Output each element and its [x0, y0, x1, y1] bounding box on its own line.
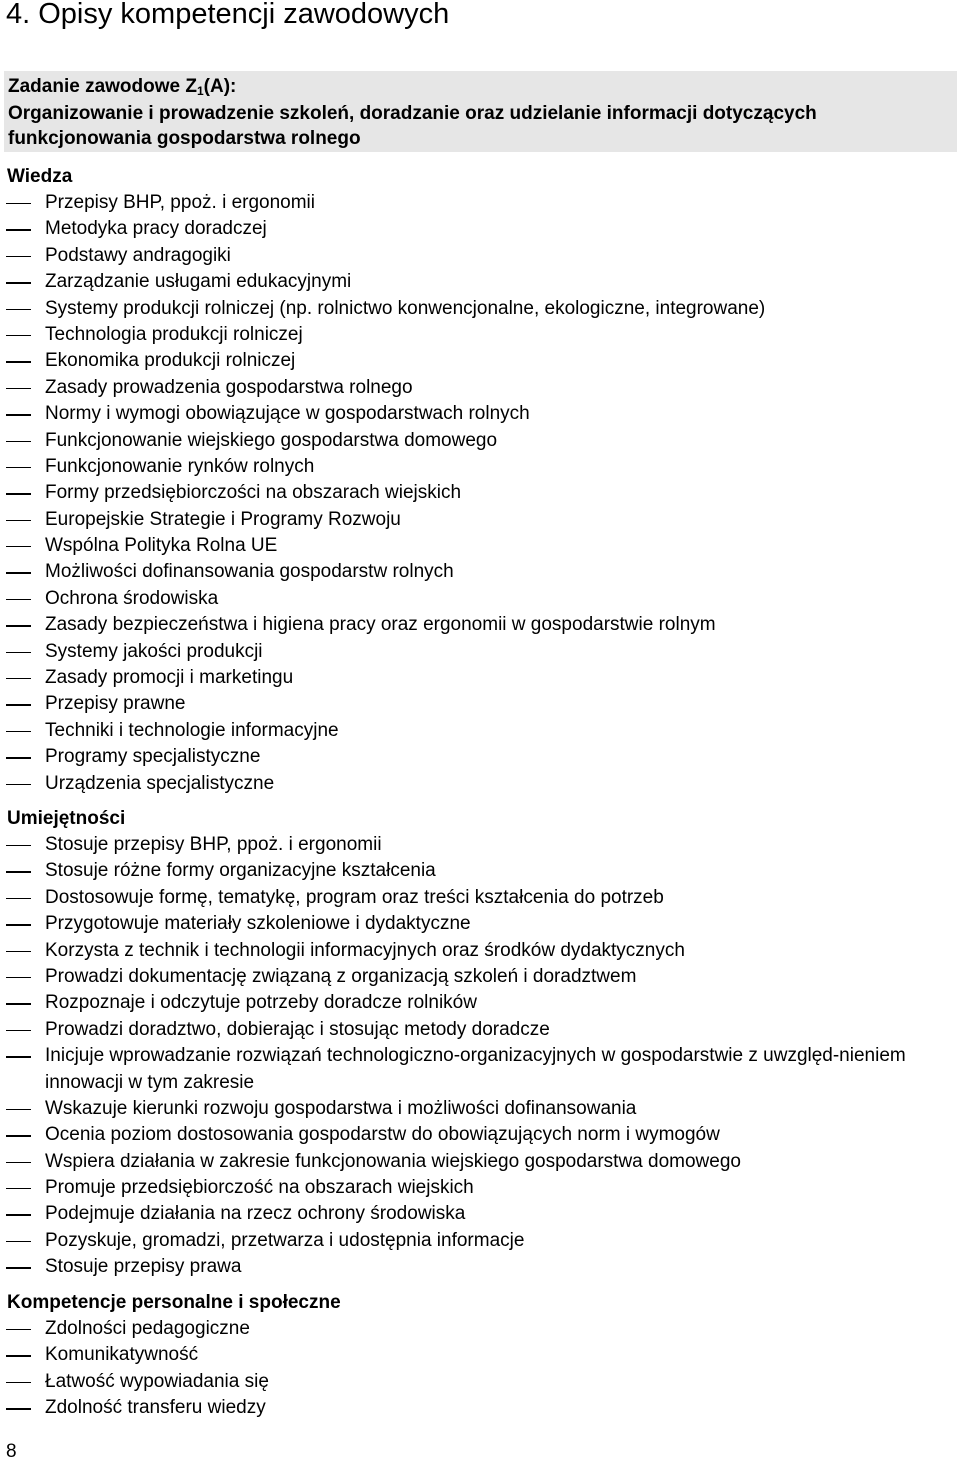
list-item-text: Zasady bezpieczeństwa i higiena pracy oraz ergonomii w gospodarstwie rolnym: [45, 614, 716, 636]
dash-bullet: [6, 977, 31, 978]
dash-bullet: [6, 361, 31, 362]
dash-bullet: [6, 1241, 31, 1242]
dash-bullet: [6, 652, 31, 653]
list-item-text: Europejskie Strategie i Programy Rozwoju: [45, 508, 401, 530]
list-item-text: Stosuje przepisy BHP, ppoż. i ergonomii: [45, 834, 382, 855]
list-item: [0, 508, 960, 534]
list-item-text: Promuje przedsiębiorczość na obszarach wiejskich: [45, 1177, 474, 1199]
dash-bullet: [6, 625, 31, 626]
list-item-text: Przepisy prawne: [45, 693, 186, 715]
list-item: [0, 429, 960, 455]
list-item: [0, 965, 960, 991]
list-item: [0, 745, 960, 771]
dash-bullet: [6, 784, 31, 785]
list-item: [0, 455, 960, 481]
list-item: [0, 719, 960, 745]
list-item-text: Stosuje przepisy prawa: [45, 1256, 242, 1278]
list-item: [0, 640, 960, 666]
list-item: [0, 1123, 960, 1149]
list-item-text: Łatwość wypowiadania się: [45, 1370, 269, 1392]
knowledge-list: [0, 191, 960, 798]
task-label-suffix: (A):: [203, 76, 237, 97]
dash-bullet: [6, 1355, 31, 1356]
list-item-text: Technologia produkcji rolniczej: [45, 323, 303, 345]
list-item: [0, 859, 960, 885]
list-item-text: Formy przedsiębiorczości na obszarach wiejskich: [45, 482, 462, 504]
list-item-text: Normy i wymogi obowiązujące w gospodarstwach rolnych: [45, 403, 530, 425]
list-item: [0, 1044, 960, 1097]
list-item-text: Stosuje różne formy organizacyjne kształcenia: [45, 860, 436, 882]
list-item: [0, 402, 960, 428]
dash-bullet: [6, 414, 31, 415]
list-item-text: Zdolność transferu wiedzy: [45, 1397, 266, 1419]
list-item: [0, 376, 960, 402]
list-item-text: Przepisy BHP, ppoż. i ergonomii: [45, 192, 315, 213]
list-item: [0, 1343, 960, 1369]
list-item: [0, 587, 960, 613]
task-box: [4, 71, 957, 152]
list-item: [0, 613, 960, 639]
dash-bullet: [6, 1109, 31, 1110]
list-item-text: Zdolności pedagogiczne: [45, 1318, 250, 1339]
dash-bullet: [6, 1188, 31, 1189]
dash-bullet: [6, 1408, 31, 1409]
list-item-text: Wspiera działania w zakresie funkcjonowania wiejskiego gospodarstwa domowego: [45, 1150, 741, 1172]
list-item-text: Wspólna Polityka Rolna UE: [45, 535, 278, 557]
skills-heading: Umiejętności: [7, 808, 126, 829]
list-item: [0, 1018, 960, 1044]
dash-bullet: [6, 467, 31, 468]
list-item-text: Urządzenia specjalistyczne: [45, 772, 275, 794]
list-item-text: Funkcjonowanie rynków rolnych: [45, 455, 315, 477]
list-item-text: Systemy jakości produkcji: [45, 640, 263, 662]
list-item: [0, 1229, 960, 1255]
dash-bullet: [6, 546, 31, 547]
dash-bullet: [6, 678, 31, 679]
list-item: [0, 1255, 960, 1281]
dash-bullet: [6, 599, 31, 600]
list-item: [0, 481, 960, 507]
list-item: [0, 1370, 960, 1396]
list-item-text: Zasady prowadzenia gospodarstwa rolnego: [45, 376, 413, 398]
list-item-text: Podejmuje działania na rzecz ochrony środowiska: [45, 1203, 466, 1225]
list-item-text: Podstawy andragogiki: [45, 244, 231, 266]
list-item: [0, 1317, 960, 1343]
list-item: [0, 939, 960, 965]
dash-bullet: [6, 1267, 31, 1268]
list-item: [0, 692, 960, 718]
knowledge-heading: Wiedza: [7, 166, 73, 187]
list-item-text: Wskazuje kierunki rozwoju gospodarstwa i możliwości dofinansowania: [45, 1097, 637, 1119]
list-item-text: Techniki i technologie informacyjne: [45, 719, 339, 741]
dash-bullet: [6, 1135, 31, 1136]
task-description-line-2: funkcjonowania gospodarstwa rolnego: [8, 128, 361, 149]
dash-bullet: [6, 493, 31, 494]
list-item: [0, 1150, 960, 1176]
list-item-text: Rozpoznaje i odczytuje potrzeby doradcze rolników: [45, 992, 477, 1014]
dash-bullet: [6, 388, 31, 389]
dash-bullet: [6, 572, 31, 573]
list-item: [0, 1176, 960, 1202]
dash-bullet: [6, 1382, 31, 1383]
page-number: 8: [6, 1441, 17, 1462]
list-item: [0, 323, 960, 349]
dash-bullet: [6, 441, 31, 442]
list-item: [0, 191, 960, 217]
dash-bullet: [6, 731, 31, 732]
list-item-text: Prowadzi dokumentację związaną z organizacją szkoleń i doradztwem: [45, 965, 637, 987]
list-item: [0, 534, 960, 560]
dash-bullet: [6, 704, 31, 705]
list-item: [0, 270, 960, 296]
dash-bullet: [6, 871, 31, 872]
list-item-text: Metodyka pracy doradczej: [45, 218, 267, 240]
competences-heading: Kompetencje personalne i społeczne: [7, 1292, 341, 1313]
task-label: [8, 75, 236, 99]
list-item-text: Komunikatywność: [45, 1344, 199, 1366]
list-item: [0, 244, 960, 270]
list-item: [0, 1202, 960, 1228]
list-item-text: Możliwości dofinansowania gospodarstw rolnych: [45, 561, 454, 583]
dash-bullet: [6, 924, 31, 925]
list-item: [0, 217, 960, 243]
list-item-text: Przygotowuje materiały szkoleniowe i dydaktyczne: [45, 913, 471, 935]
list-item: [0, 297, 960, 323]
dash-bullet: [6, 282, 31, 283]
list-item: [0, 772, 960, 798]
dash-bullet: [6, 1056, 31, 1057]
dash-bullet: [6, 520, 31, 521]
dash-bullet: [6, 203, 31, 204]
list-item-text: Prowadzi doradztwo, dobierając i stosując metody doradcze: [45, 1018, 550, 1040]
list-item-text: Zarządzanie usługami edukacyjnymi: [45, 271, 352, 293]
dash-bullet: [6, 757, 31, 758]
dash-bullet: [6, 1162, 31, 1163]
dash-bullet: [6, 951, 31, 952]
list-item: [0, 560, 960, 586]
dash-bullet: [6, 309, 31, 310]
skills-list: [0, 833, 960, 1282]
task-description-line-1: Organizowanie i prowadzenie szkoleń, doradzanie oraz udzielanie informacji dotyczących: [8, 103, 817, 124]
list-item-text: Ekonomika produkcji rolniczej: [45, 350, 296, 372]
dash-bullet: [6, 335, 31, 336]
list-item-text: Ochrona środowiska: [45, 587, 219, 609]
list-item: [0, 886, 960, 912]
chapter-title: 4. Opisy kompetencji zawodowych: [6, 0, 450, 30]
dash-bullet: [6, 256, 31, 257]
list-item-text: Zasady promocji i marketingu: [45, 667, 294, 689]
dash-bullet: [6, 1214, 31, 1215]
dash-bullet: [6, 1003, 31, 1004]
dash-bullet: [6, 1329, 31, 1330]
list-item: [0, 991, 960, 1017]
dash-bullet: [6, 229, 31, 230]
list-item-text: Funkcjonowanie wiejskiego gospodarstwa domowego: [45, 429, 498, 451]
task-label-subscript: 1: [196, 84, 204, 98]
list-item-text: Korzysta z technik i technologii informacyjnych oraz środków dydaktycznych: [45, 939, 685, 961]
list-item-text: Pozyskuje, gromadzi, przetwarza i udostępnia informacje: [45, 1229, 525, 1251]
list-item: [0, 912, 960, 938]
dash-bullet: [6, 1030, 31, 1031]
list-item-text: Systemy produkcji rolniczej (np. rolnictwo konwencjonalne, ekologiczne, integrowane): [45, 297, 766, 319]
dash-bullet: [6, 845, 31, 846]
list-item: [0, 1396, 960, 1422]
competences-list: [0, 1317, 960, 1423]
list-item: [0, 1097, 960, 1123]
list-item: [0, 349, 960, 375]
list-item-text: Ocenia poziom dostosowania gospodarstw do obowiązujących norm i wymogów: [45, 1124, 720, 1146]
list-item-text: Dostosowuje formę, tematykę, program oraz treści kształcenia do potrzeb: [45, 886, 664, 908]
list-item: [0, 666, 960, 692]
dash-bullet: [6, 898, 31, 899]
list-item: [0, 833, 960, 859]
task-label-text: Zadanie zawodowe Z: [8, 76, 197, 97]
list-item-text: Inicjuje wprowadzanie rozwiązań technologiczno-organizacyjnych w gospodarstwie z uwzględ-nieniem innowacji w tym zakresie: [45, 1045, 906, 1093]
list-item-text: Programy specjalistyczne: [45, 746, 261, 768]
